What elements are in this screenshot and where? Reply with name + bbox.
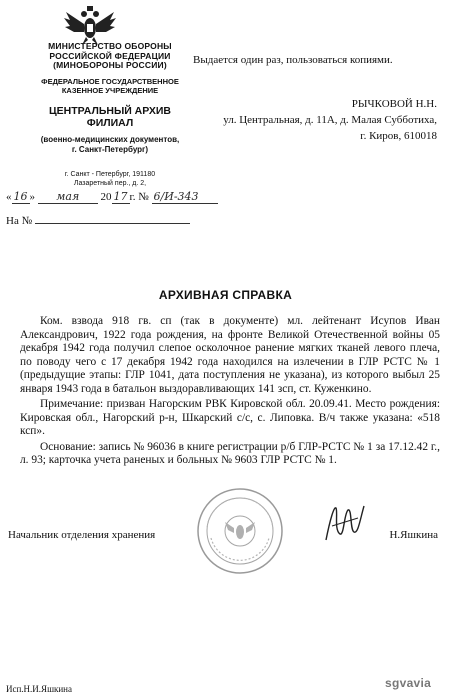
archive-name: ЦЕНТРАЛЬНЫЙ АРХИВ ФИЛИАЛ: [48, 105, 172, 129]
ministry-name: МИНИСТЕРСТВО ОБОРОНЫ РОССИЙСКОЙ ФЕДЕРАЦИИ (МИНОБОРОНЫ РОССИИ): [48, 41, 172, 70]
paragraph-main: Ком. взвода 918 гв. сп (так в документе) мл. лейтенант Исупов Иван Александрович, 1922 года рождения, на фронте Великой Отечественной войны 05 декабря 1942 года получил слепое осколочное ранение мягких тканей левого плеча, по поводу чего с 17 декабря 1942 года находился на излечении в ГЛР РСТС № 1 (предыдущие этапы: ГЛР 1041, дата поступления не указана), из которого выбыл 25 января 1943 года в батальон выздоравливающих 141 зсп, ст. Куженкино.: [20, 315, 440, 395]
recipient-address-line2: г. Киров, 610018: [360, 130, 437, 142]
signer-position: Начальник отделения хранения: [8, 529, 156, 541]
document-body: [20, 315, 440, 470]
branch-name: (военно-медицинских документов, г. Санкт-Петербург): [40, 135, 180, 154]
recipient-name: РЫЧКОВОЙ Н.Н.: [351, 98, 437, 110]
watermark: sgvavia: [385, 676, 432, 690]
reference-line: На №: [6, 213, 190, 227]
date-month: мая: [38, 190, 98, 204]
paragraph-note: Примечание: призван Нагорским РВК Кировской обл. 20.09.41. Место рождения: Кировская обл., Нагорский р-н, Шкарский с/с, с. Липовка. В/ч также указана: «518 ксп».: [20, 398, 440, 437]
signer-name: Н.Яшкина: [389, 529, 438, 541]
official-stamp-icon: [195, 486, 285, 576]
issued-note: Выдается один раз, пользоваться копиями.: [193, 54, 393, 66]
paragraph-basis: Основание: запись № 96036 в книге регистрации р/б ГЛР-РСТС № 1 за 17.12.42 г., л. 93; карточка учета раненых и больных № 9603 ГЛР РСТС № 1.: [20, 440, 440, 466]
document-number: 6/И-343: [152, 190, 218, 204]
executor-note: Исп.Н.И.Яшкина: [6, 684, 72, 694]
recipient-block: [175, 96, 437, 144]
date-day: 16: [13, 190, 28, 203]
double-headed-eagle-icon: [62, 4, 118, 46]
date-number-line: « 16 » мая 20 17 г. № 6/И-343: [6, 190, 218, 204]
archive-address: г. Санкт - Петербург, 191180 Лазаретный пер., д. 2,: [64, 171, 156, 187]
document-title: АРХИВНАЯ СПРАВКА: [158, 288, 293, 302]
institution-type: ФЕДЕРАЛЬНОЕ ГОСУДАРСТВЕННОЕ КАЗЕННОЕ УЧРЕЖДЕНИЕ: [41, 77, 179, 95]
date-year: 17: [113, 190, 128, 203]
recipient-address-line1: ул. Центральная, д. 11А, д. Малая Субботиха,: [223, 114, 437, 126]
handwritten-signature: [322, 500, 368, 548]
